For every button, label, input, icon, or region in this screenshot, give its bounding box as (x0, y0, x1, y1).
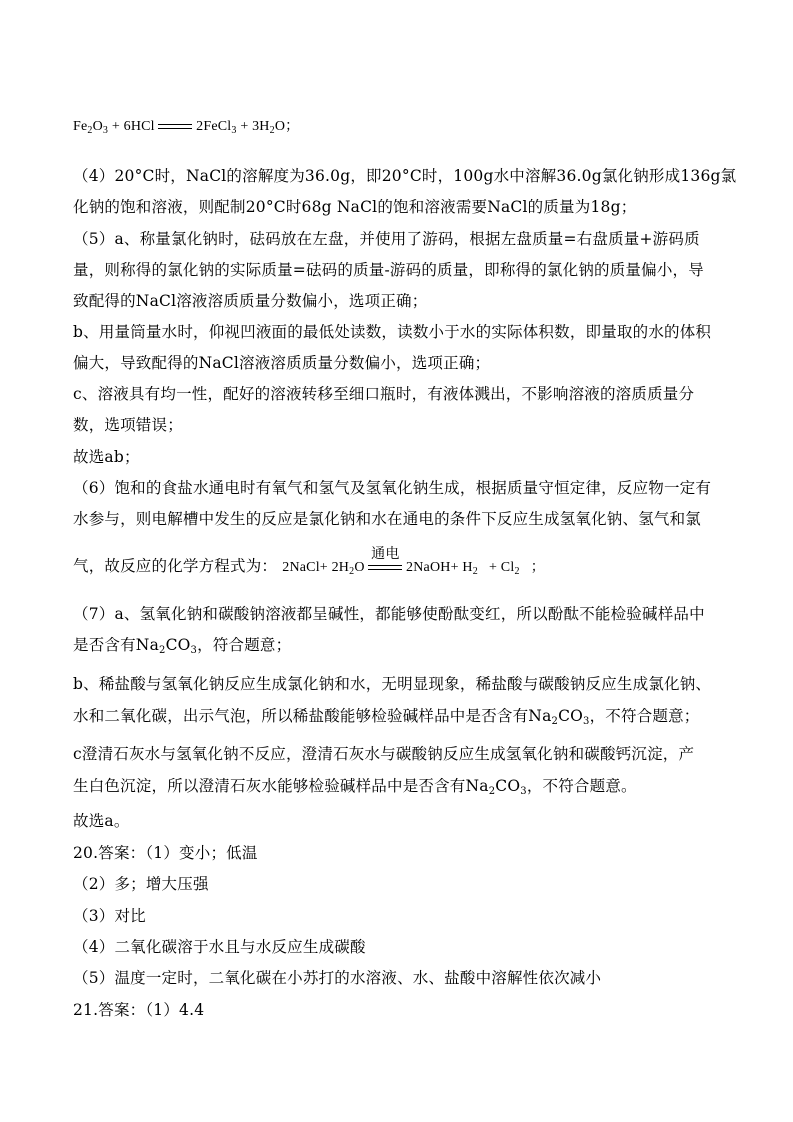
para5-line7: 数，选项错误； (73, 416, 183, 434)
para5-line5: 偏大，导致配得的NaCl溶液溶质质量分数偏小，选项正确； (73, 354, 491, 372)
para4-line2: 化钠的饱和溶液，则配制20°C时68g NaCl的饱和溶液需要NaCl的质量为18g； (73, 198, 637, 216)
para5-line3: 致配得的NaCl溶液溶质质量分数偏小，选项正确； (73, 292, 428, 310)
para6-line2: 水参与，则电解槽中发生的反应是氯化钠和水在通电的条件下反应生成氢氧化钠、氢气和氯 (73, 510, 702, 528)
q20-answer-line2: （2）多；增大压强 (73, 875, 209, 893)
q21-answer-line1: 21.答案：（1）4.4 (73, 1001, 205, 1019)
para5-line2: 量，则称得的氯化钠的实际质量=砝码的质量-游码的质量，即称得的氯化钠的质量偏小，导 (73, 261, 704, 279)
para4-line1: （4）20°C时，NaCl的溶解度为36.0g，即20°C时，100g水中溶解36.0g氯化钠形成136g氯 (73, 167, 737, 185)
para6-line3: 气，故反应的化学方程式为： 2NaCl+ $2H_2O$ 通电 2NaOH+ $H_2$ + $Cl_2$ ； (73, 545, 545, 577)
q20-answer-line3: （3）对比 (73, 907, 146, 925)
para7-line4: 水和二氧化碳，出示气泡，所以稀盐酸能够检验碱样品中是否含有$Na_2CO_3$，不符合题意； (73, 707, 700, 727)
para7-line6: 生白色沉淀，所以澄清石灰水能够检验碱样品中是否含有$Na_2CO_3$，不符合题意。 (73, 777, 637, 797)
para7-line1: （7）a、氢氧化钠和碳酸钠溶液都呈碱性，都能够使酚酞变红，所以酚酞不能检验碱样品中 (73, 605, 705, 623)
q20-answer-line4: （4）二氧化碳溶于水且与水反应生成碳酸 (73, 938, 366, 956)
equals-sign (158, 122, 192, 132)
para5-line6: c、溶液具有均一性，配好的溶液转移至细口瓶时，有液体溅出，不影响溶液的溶质质量分 (73, 385, 695, 403)
para7-line7: 故选a。 (73, 812, 130, 830)
para5-line8: 故选ab； (73, 448, 140, 466)
para7-line2: 是否含有$Na_2CO_3$，符合题意； (73, 636, 292, 656)
equation-electrolysis: 2NaCl+ $2H_2O$ 通电 2NaOH+ $H_2$ + $Cl_2$ ； (282, 545, 545, 577)
para7-line5: c澄清石灰水与氢氧化钠不反应，澄清石灰水与碳酸钠反应生成氢氧化钠和碳酸钙沉淀，产 (73, 745, 695, 763)
q20-answer-line1: 20.答案：（1）变小；低温 (73, 844, 258, 862)
q20-answer-line5: （5）温度一定时，二氧化碳在小苏打的水溶液、水、盐酸中溶解性依次减小 (73, 969, 602, 987)
equation-fe2o3-hcl: $Fe_2O_3 + 6HCl$ 2FeCl$_3$ + $3H_2O$； (73, 119, 300, 136)
para6-line1: （6）饱和的食盐水通电时有氧气和氢气及氢氧化钠生成，根据质量守恒定律，反应物一定有 (73, 479, 712, 497)
para7-line3: b、稀盐酸与氢氧化钠反应生成氯化钠和水，无明显现象，稀盐酸与碳酸钠反应生成氯化钠、 (73, 675, 712, 693)
reaction-condition: 通电 (368, 563, 402, 573)
para5-line1: （5）a、称量氯化钠时，砝码放在左盘，并使用了游码，根据左盘质量=右盘质量+游码质 (73, 230, 700, 248)
para5-line4: b、用量筒量水时，仰视凹液面的最低处读数，读数小于水的实际体积数，即量取的水的体积 (73, 323, 712, 341)
